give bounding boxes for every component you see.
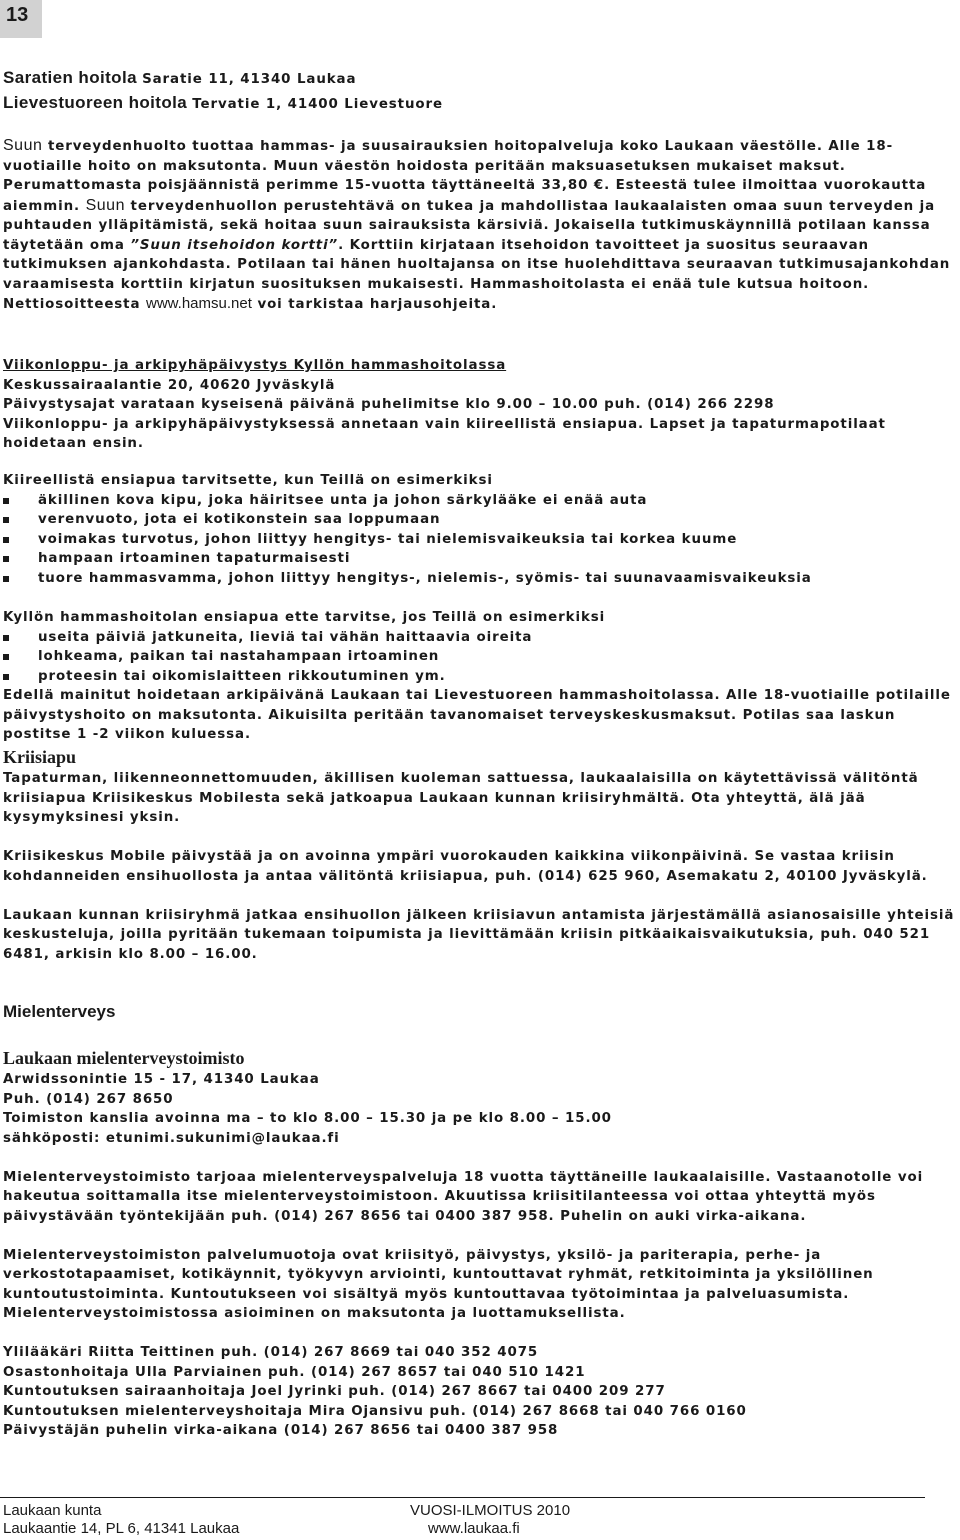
contact-line: Päivystäjän puhelin virka-aikana (014) 267 8656 tai 0400 387 958 (3, 1423, 559, 1438)
list-item: verenvuoto, jota ei kotikonstein saa loppumaan (3, 510, 957, 530)
dental-text-4: voi tarkistaa harjausohjeita. (257, 297, 498, 312)
contact-line: Kuntoutuksen sairaanhoitaja Joel Jyrinki puh. (014) 267 8667 tai 0400 209 277 (3, 1384, 666, 1399)
office-phone: Puh. (014) 267 8650 (3, 1091, 174, 1107)
weekend-emergency-address: Keskussairaalantie 20, 40620 Jyväskylä (3, 377, 336, 393)
bullet-icon (3, 654, 9, 660)
list-item: hampaan irtoaminen tapaturmaisesti (3, 549, 957, 569)
footer-org: Laukaan kunta (3, 1502, 102, 1519)
bullet-icon (3, 635, 9, 641)
bullet-icon (3, 537, 9, 543)
self-care-card-name: ”Suun itsehoidon kortti” (130, 237, 339, 253)
page-number: 13 (6, 4, 29, 26)
clinic-name: Lievestuoreen hoitola (3, 93, 188, 112)
contact-line: Ylilääkäri Riitta Teittinen puh. (014) 267 8669 tai 040 352 4075 (3, 1345, 539, 1360)
mental-health-paragraph-1: Mielenterveystoimisto tarjoaa mielenterveyspalveluja 18 vuotta täyttäneille laukaalaisille. Vastaanotolle voi hakeutua soittamalla itse mielenterveystoimistoon. Akuutissa kriisitilanteessa voi ottaa yhteyttä myös päivystävään työntekijään puh. (014) 267 8656 tai 0400 387 958. Puhelin on auki virka-aikana. (3, 1169, 924, 1224)
non-urgent-intro: Kyllön hammashoitolan ensiapua ette tarvitse, jos Teillä on esimerkiksi (3, 610, 606, 625)
footer-divider (0, 1497, 925, 1498)
clinic-address: Tervatie 1, 41400 Lievestuore (192, 97, 443, 112)
mental-health-section (3, 1000, 957, 1441)
footer-report-title: VUOSI-ILMOITUS 2010 (410, 1502, 571, 1519)
bullet-icon (3, 517, 9, 523)
clinic-addresses (3, 66, 957, 116)
list-item: tuore hammasvamma, johon liittyy hengitys-, nielemis-, syömis- tai suunavaamisvaikeuksia (3, 569, 957, 589)
contact-line: Osastonhoitaja Ulla Parviainen puh. (014) 267 8657 tai 040 510 1421 (3, 1364, 586, 1380)
dental-lead-word: Suun (85, 196, 125, 214)
dental-text-2: terveydenhuollon perustehtävä on tukea ja mahdollistaa laukaalaisten omaa suun terveyden ja puhtauden ylläpitämistä, sekä hoitaa suun sairauksista kärsiviä. Jokaisella tutkimuskäynnillä potilaan kanssa täytetään oma (3, 198, 936, 253)
footer-website[interactable]: www.laukaa.fi (428, 1520, 520, 1537)
crisis-paragraph-2: Kriisikeskus Mobile päivystää ja on avoinna ympäri vuorokauden kaikkina viikonpäivinä. Se vastaa kriisin kohdanneiden ensihuollosta ja antaa välitöntä kriisiapua, puh. (014) 625 960, Asemakatu 2, 40100 Jyväskylä. (3, 849, 928, 884)
urgent-care-intro: Kiireellistä ensiapua tarvitsette, kun Teillä on esimerkiksi (3, 473, 493, 488)
crisis-section (3, 745, 957, 964)
office-hours: Toimiston kanslia avoinna ma – to klo 8.00 – 15.30 ja pe klo 8.00 – 15.00 (3, 1111, 612, 1126)
list-item: voimakas turvotus, johon liittyy hengitys- tai nielemisvaikeuksia tai korkea kuume (3, 530, 957, 550)
staff-contacts (3, 1343, 957, 1441)
office-address: Arwidssonintie 15 - 17, 41340 Laukaa (3, 1072, 320, 1087)
bullet-icon (3, 674, 9, 680)
clinic-line-saratie (3, 66, 957, 91)
list-item: lohkeama, paikan tai nastahampaan irtoaminen (3, 647, 957, 667)
bullet-icon (3, 556, 9, 562)
dental-text-1: terveydenhuolto tuottaa hammas- ja suusairauksien hoitopalveluja koko Laukaan väestölle. Alle 18-vuotiaille hoito on maksutonta. Muun väestön hoidosta peritään maksuasetuksen mukaiset maksut. Perumattomasta poisjäännistä perimme 15-vuotta täyttäneeltä 33,80 €. Esteestä tulee ilmoittaa vuorokautta aiemmin. (3, 139, 927, 214)
dental-lead-word: Suun (3, 137, 43, 154)
urgent-care-list (3, 491, 957, 589)
page-number-box (0, 0, 42, 38)
crisis-heading: Kriisiapu (3, 747, 77, 767)
bullet-icon (3, 576, 9, 582)
clinic-address: Saratie 11, 41340 Laukaa (142, 72, 357, 87)
contact-line: Kuntoutuksen mielenterveyshoitaja Mira Ojansivu puh. (014) 267 8668 tai 040 766 0160 (3, 1403, 747, 1419)
urgent-care-section (3, 471, 957, 588)
non-urgent-list (3, 628, 957, 687)
clinic-line-lievestuore (3, 91, 957, 116)
crisis-paragraph-3: Laukaan kunnan kriisiryhmä jatkaa ensihuollon jälkeen kriisiavun antamista järjestämällä asianosaisille yhteisiä keskusteluja, joilla pyritään tukemaan toipumista ja lievittämään kriisin pitkäaikaisvaikutuksia, puh. 040 521 6481, arkisin klo 8.00 – 16.00. (3, 907, 955, 962)
list-item: proteesin tai oikomislaitteen rikkoutuminen ym. (3, 667, 957, 687)
office-email: sähköposti: etunimi.sukunimi@laukaa.fi (3, 1130, 340, 1146)
weekend-emergency-title: Viikonloppu- ja arkipyhäpäivystys Kyllön hammashoitolassa (3, 358, 507, 373)
dental-text-3: . Korttiin kirjataan itsehoidon tavoitteet ja suositus seuraavan tutkimuksen ajankohdasta. Potilaan tai hänen huoltajansa on itse huolehdittava seuraavan tutkimusajankohdan varaamisesta korttiin kirjatun suosituksen mukaisesti. Hammashoitolasta ei enää tule kutsua hoitoon. Nettiosoitteesta (3, 237, 951, 312)
dental-care-paragraph (3, 136, 957, 315)
crisis-paragraph-1: Tapaturman, liikenneonnettomuuden, äkillisen kuoleman sattuessa, laukaalaisilla on käytettävissä välitöntä kriisiapua Kriisikeskus Mobilesta sekä jatkoapua Laukaan kunnan kriisiryhmältä. Ota yhteyttä, älä jää kysymyksinesi yksin. (3, 771, 919, 825)
footer-address: Laukaantie 14, PL 6, 41341 Laukaa (3, 1520, 240, 1537)
weekend-emergency-note: Viikonloppu- ja arkipyhäpäivystyksessä annetaan vain kiireellistä ensiapua. Lapset ja tapaturmapotilaat hoidetaan ensin. (3, 416, 886, 451)
weekend-emergency-hours: Päivystysajat varataan kyseisenä päivänä puhelimitse klo 9.00 – 10.00 puh. (014) 266 2298 (3, 397, 775, 412)
non-urgent-outro: Edellä mainitut hoidetaan arkipäivänä Laukaan tai Lievestuoreen hammashoitolassa. Alle 18-vuotiaille potilaille päivystyshoito on maksutonta. Aikuisilta peritään tavanomaiset terveyskeskusmaksut. Potilas saa laskun postitse 1 -2 viikon kuluessa. (3, 688, 951, 742)
mental-health-office-heading: Laukaan mielenterveystoimisto (3, 1048, 245, 1068)
non-urgent-section (3, 608, 957, 745)
list-item: useita päiviä jatkuneita, lieviä tai vähän haittaavia oireita (3, 628, 957, 648)
hamsu-link[interactable]: www.hamsu.net (145, 295, 252, 312)
bullet-icon (3, 498, 9, 504)
weekend-emergency-section (3, 356, 957, 454)
clinic-name: Saratien hoitola (3, 68, 137, 87)
list-item: äkillinen kova kipu, joka häiritsee unta ja johon särkylääke ei enää auta (3, 491, 957, 511)
mental-health-heading: Mielenterveys (3, 1002, 116, 1021)
mental-health-paragraph-2: Mielenterveystoimiston palvelumuotoja ovat kriisityö, päivystys, yksilö- ja pariterapia, perhe- ja verkostotapaamiset, kotikäynnit, työkyvyn arviointi, kuntouttavat ryhmät, retkitoiminta ja yksilöllinen kuntoutustoiminta. Kuntoutukseen voi sisältyä myös kuntouttavaa työtoimintaa ja palveluasumista. Mielenterveystoimistossa asioiminen on maksutonta ja luottamuksellista. (3, 1247, 874, 1321)
